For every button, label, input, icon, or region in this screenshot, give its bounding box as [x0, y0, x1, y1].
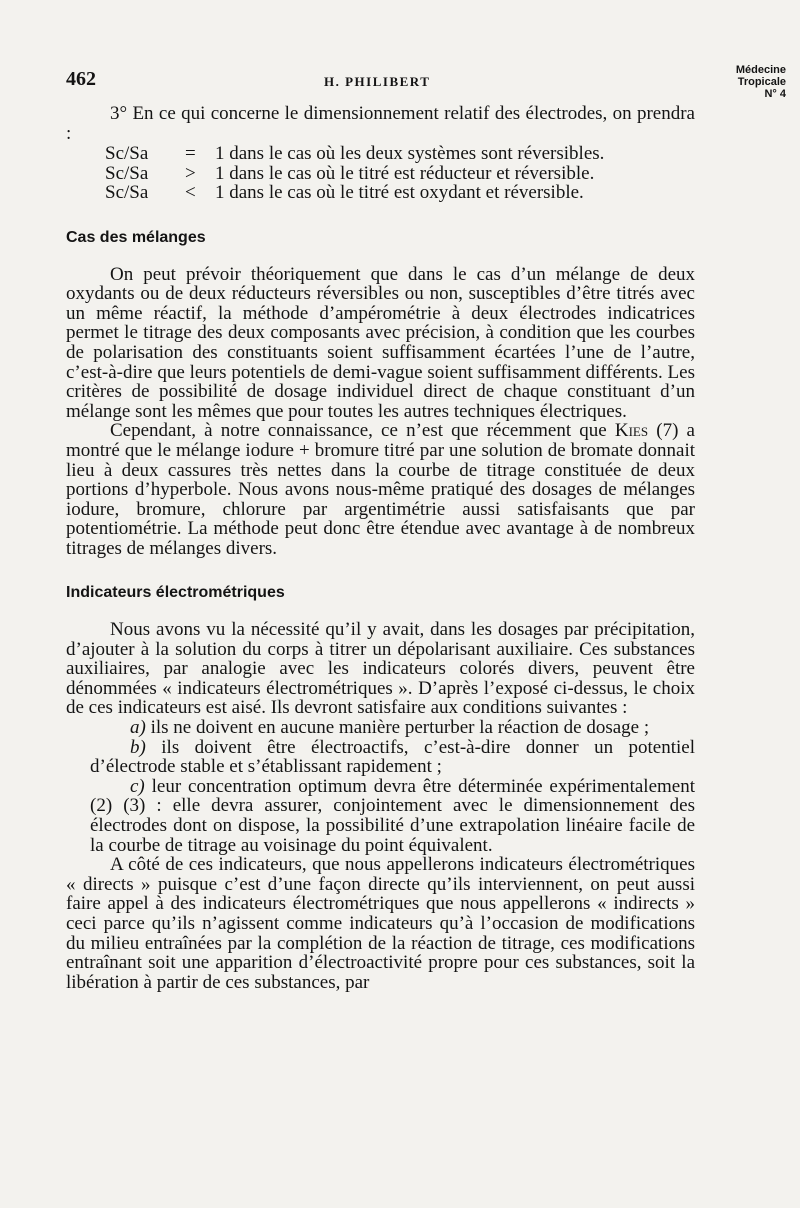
journal-name [736, 64, 786, 100]
list-item-label: c) [130, 775, 145, 797]
ratio-lhs: Sc/Sa [105, 182, 149, 204]
paragraph-point-3: 3° En ce qui concerne le dimensionnement relatif des électrodes, on prendra : [66, 103, 695, 144]
journal-issue: N° 4 [764, 88, 786, 100]
list-item-label: a) [130, 717, 146, 739]
section-heading-melanges: Cas des mélanges [66, 228, 206, 246]
paragraph-text: Cependant, à notre connaissance, ce n’est que récemment que [110, 420, 615, 442]
ratio-text: 1 dans le cas où le titré est oxydant et réversible. [215, 182, 584, 204]
article-body [66, 104, 695, 992]
list-item-text: ils ne doivent en aucune manière perturber la réaction de dosage ; [150, 717, 650, 739]
ratio-lhs: Sc/Sa [105, 143, 149, 165]
page-number: 462 [66, 68, 96, 90]
paragraph: A côté de ces indicateurs, que nous appellerons indicateurs électrométriques « directs » puisque c’est d’une façon directe qu’ils interviennent, on peut aussi faire appel à des indicateurs électrométriques que nous appellerons « indirects » ceci parce qu’ils n’agissent comme indicateurs qu’à l’occasion de modifications du milieu entraînées par la complétion de la réaction de titrage, ces modifications entraînant soit une apparition d’électroactivité propre pour ces substances, soit la libération à partir de ces substances, par [66, 854, 695, 993]
paragraph [66, 421, 695, 558]
paragraph: On peut prévoir théoriquement que dans le cas d’un mélange de deux oxydants ou de deux réducteurs réversibles ou non, susceptibles d’être titrés avec un même réactif, la méthode d’ampérométrie à deux électrodes indicatrices permet le titrage des deux composants avec précision, à condition que les courbes de polarisation des constituants soient suffisamment écartées l’une de l’autre, c’est-à-dire que leurs potentiels de demi-vague soient suffisamment différents. Les critères de possibilité de dosage individuel direct de chaque constituant d’un mélange sont les mêmes que pour toutes les autres techniques électriques. [66, 263, 695, 422]
ratio-line [66, 164, 695, 184]
ratio-relation: < [185, 182, 196, 204]
section-heading-indicateurs: Indicateurs électrométriques [66, 584, 285, 602]
ratio-text: 1 dans le cas où les deux systèmes sont réversibles. [215, 143, 605, 165]
ratio-line [66, 144, 695, 164]
list-item-label: b) [130, 736, 146, 758]
paragraph: Nous avons vu la nécessité qu’il y avait, dans les dosages par précipitation, d’ajouter à la solution du corps à titrer un dépolarisant auxiliaire. Ces substances auxiliaires, par analogie avec les indicateurs colorés divers, peuvent être dénommées « indicateurs électrométriques ». D’après l’exposé ci-dessus, le choix de ces indicateurs est aisé. Ils devront satisfaire aux conditions suivantes : [66, 619, 695, 719]
page-header [66, 64, 800, 108]
running-head-author: H. PHILIBERT [324, 74, 431, 89]
ratio-relation: = [185, 143, 196, 165]
list-item [66, 777, 695, 855]
ratio-text: 1 dans le cas où le titré est réducteur et réversible. [215, 162, 595, 184]
journal-name-line2: Tropicale [737, 76, 786, 88]
cited-author: Kies [614, 420, 649, 442]
list-item-text: ils doivent être électroactifs, c’est-à-dire donner un potentiel d’électrode stable et s’établissant rapidement ; [90, 736, 696, 778]
list-item [66, 738, 695, 777]
ratio-lhs: Sc/Sa [105, 162, 149, 184]
paragraph-text: (7) a montré que le mélange iodure + bromure titré par une solution de bromate donnait lieu à deux cassures très nettes dans la courbe de titrage constituée de deux portions d’hyperbole. Nous avons nous-même pratiqué des dosages de mélanges iodure, bromure, chlorure par argentimétrie aussi satisfaisants que par potentiométrie. La méthode peut donc être étendue avec avantage à de nombreux titrages de mélanges divers. [66, 420, 695, 559]
journal-name-line1: Médecine [735, 64, 786, 76]
list-item-text: leur concentration optimum devra être déterminée expérimentalement (2) (3) : elle devra assurer, conjointement avec le dimensionnement des électrodes dont on dispose, la possibilité d’une extrapolation linéaire facile de la courbe de titrage au voisinage du point équivalent. [90, 775, 695, 856]
ratio-list [66, 144, 695, 203]
ratio-line [66, 183, 695, 203]
list-item [66, 718, 695, 738]
ratio-relation: > [185, 162, 196, 184]
